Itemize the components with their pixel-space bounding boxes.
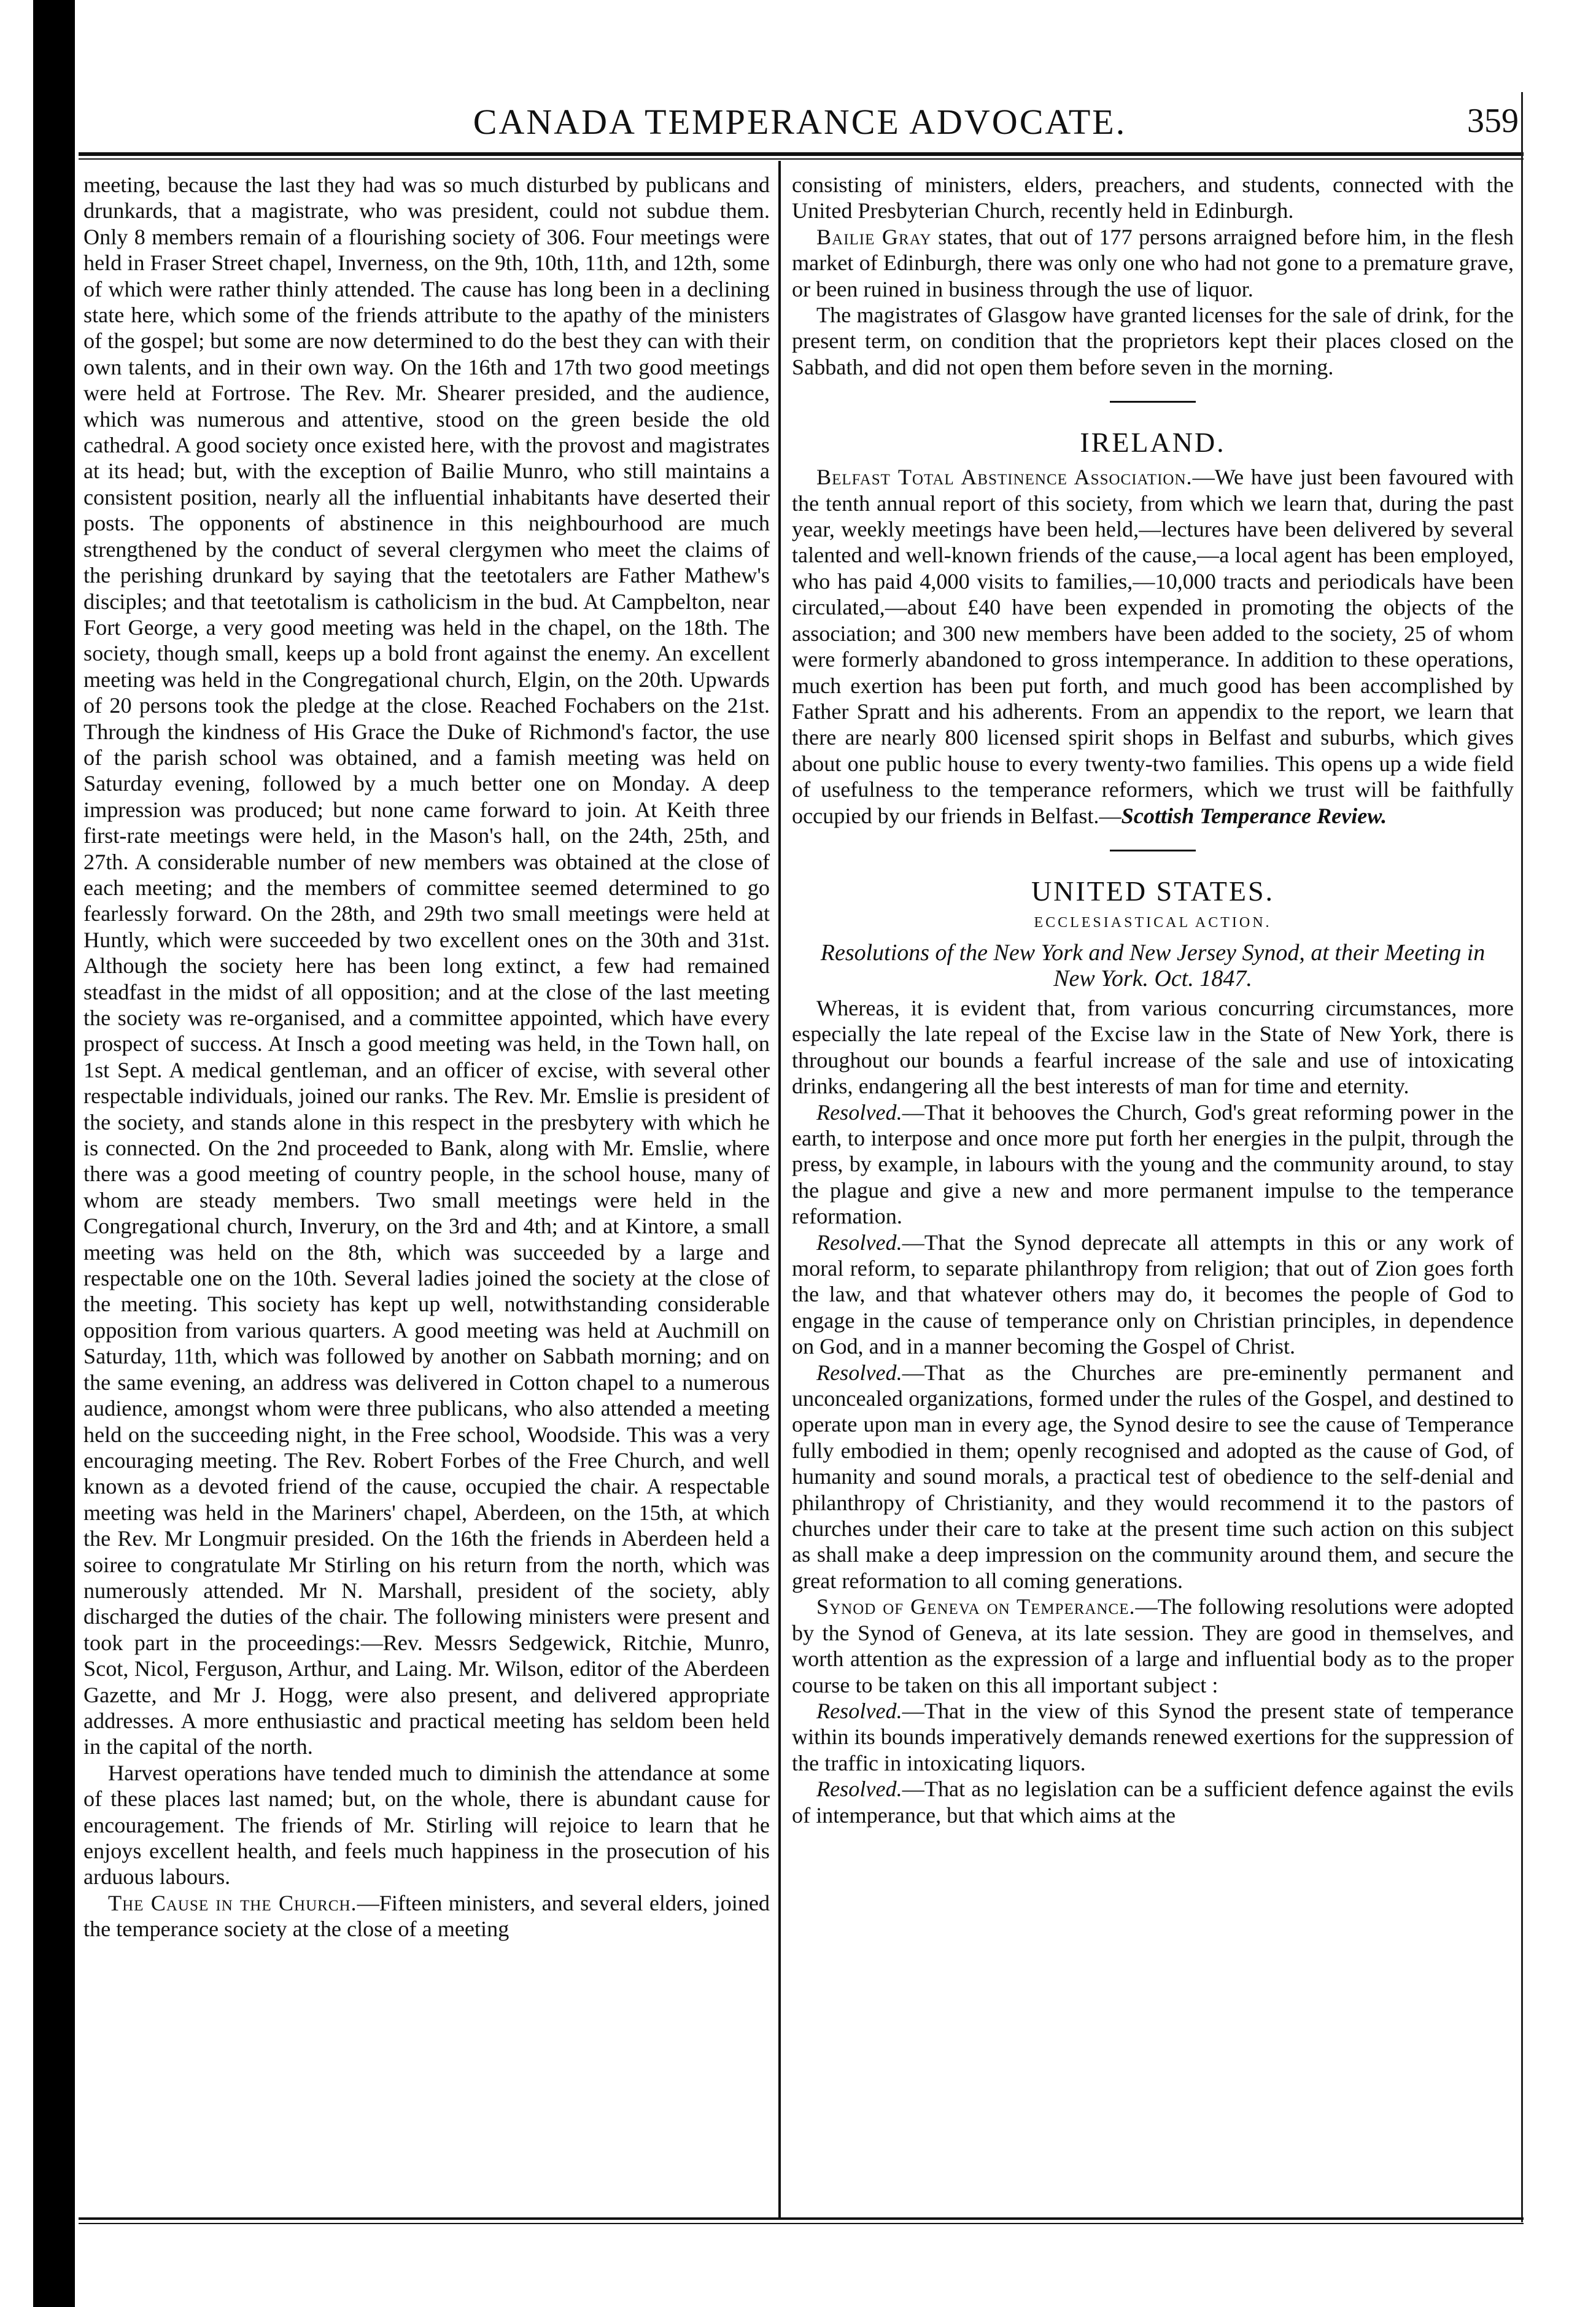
resolution-4-text: —That in the view of this Synod the present state of temperance within its bounds imperatively demands renewed exertions for the suppression of the traffic in intoxicating liquors.: [792, 1698, 1514, 1775]
resolved-label-3: Resolved.: [816, 1360, 902, 1385]
page-header: [79, 101, 1521, 144]
resolution-5-text: —That as no legislation can be a sufficient defence against the evils of intemperance, but that which aims at the: [792, 1777, 1514, 1828]
belfast-text: —We have just been favoured with the tenth annual report of this society, from which we learn that, during the past year, weekly meetings have been held,—lectures have been delivered by several talented and well-known friends of the cause,—a local agent has been employed, who has paid 4,000 visits to families,—10,000 tracts and periodicals have been circulated,—about £40 have been expended in promoting the objects of the association; and 300 new members have been added to the society, 25 of whom were formerly abandoned to gross intemperance. In addition to these operations, much exertion has been put forth, and much good has been accomplished by Father Spratt and his adherents. From an appendix to the report, we learn that there are nearly 800 licensed spirit shops in Belfast and suburbs, which gives about one public house to every twenty-two families. This opens up a wide field of usefulness to the temperance reformers, which we trust will be faithfully occupied by our friends in Belfast.—: [792, 465, 1514, 828]
right-paragraph-2: [792, 224, 1514, 302]
left-column: [83, 172, 770, 1942]
resolved-label-5: Resolved.: [816, 1777, 902, 1802]
resolution-3: [792, 1360, 1514, 1594]
right-paragraph-3: The magistrates of Glasgow have granted licenses for the sale of drink, for the present term, on condition that the proprietors kept their places closed on the Sabbath, and did not open them before seven in the morning.: [792, 303, 1514, 379]
resolved-label-1: Resolved.: [816, 1099, 902, 1125]
left-paragraph-1: meeting, because the last they had was so much disturbed by publicans and drunkards, that a magistrate, who was president, could not subdue them. Only 8 members remain of a flourishing society of 306. Four meetings were held in Fraser Street chapel, Inverness, on the 9th, 10th, 11th, and 12th, some of which were rather thinly attended. The cause has long been in a declining state here, which some of the friends attribute to the apathy of the ministers of the gospel; but some are now determined to do the best they can with their own talents, and in their own way. On the 16th and 17th two good meetings were held at Fortrose. The Rev. Mr. Shearer presided, and the audience, which was numerous and attentive, stood on the green beside the old cathedral. A good society once existed here, with the provost and magistrates at its head; but, with the exception of Bailie Munro, who still maintains a consistent position, nearly all the influential inhabitants have deserted their posts. The opponents of abstinence in this neighbourhood are much strengthened by the conduct of several clergymen who meet the claims of the perishing drunkard by saying that the teetotalers are Father Mathew's disciples; and that teetotalism is catholicism in the bud. At Campbelton, near Fort George, a very good meeting was held in the chapel, on the 18th. The society, though small, keeps up a bold front against the enemy. An excellent meeting was held in the Congregational church, Elgin, on the 20th. Upwards of 20 persons took the pledge at the close. Reached Fochabers on the 21st. Through the kindness of His Grace the Duke of Richmond's factor, the use of the parish school was obtained, and a famish meeting was held on Saturday evening, followed by a much better one on Monday. A deep impression was produced; but none came forward to join. At Keith three first-rate meetings were held, in the Mason's hall, on the 24th, 25th, and 27th. A considerable number of new members was obtained at the close of each meeting; and the members of committee seemed determined to go fearlessly forward. On the 28th, and 29th two small meetings were held at Huntly, which were succeeded by two excellent ones on the 30th and 31st. Although the society here has been long extinct, a few had remained steadfast in the midst of all opposition; and at the close of the last meeting the society was re-organised, and a committee appointed, which have every prospect of success. At Insch a good meeting was held, in the Town hall, on 1st Sept. A medical gentleman, and an officer of excise, with several other respectable individuals, joined our ranks. The Rev. Mr. Emslie is president of the society, and stands alone in this respect in the presbytery with which he is connected. On the 2nd proceeded to Bank, along with Mr. Emslie, where there was a good meeting of country people, in the school house, many of whom are steady members. Two small meetings were held in the Congregational church, Inverury, on the 3rd and 4th; and at Kintore, a small meeting was held on the 8th, which was succeeded by a large and respectable one on the 10th. Several ladies joined the society at the close of the meeting. This society has kept up well, notwithstanding considerable opposition from various quarters. A good meeting was held at Auchmill on Saturday, 11th, which was followed by another on Sabbath morning; and on the same evening, an address was delivered in Cotton chapel to a numerous audience, amongst whom were three publicans, who also attended a meeting held on the succeeding night, in the Free school, Woodside. This was a very encouraging meeting. The Rev. Robert Forbes of the Free Church, and well known as a devoted friend of the cause, occupied the chair. A respectable meeting was held in the Mariners' chapel, Aberdeen, on the 15th, at which the Rev. Mr Longmuir presided. On the 16th the friends in Aberdeen held a soiree to congratulate Mr Stirling on his return from the north, which was numerously attended. Mr N. Marshall, president of the society, ably discharged the duties of the chair. The following ministers were present and took part in the proceedings:—Rev. Messrs Sedgewick, Ritchie, Munro, Scot, Nicol, Ferguson, Arthur, and Laing. Mr. Wilson, editor of the Aberdeen Gazette, and Mr J. Hogg, were also present, and delivered appropriate addresses. A more enthusiastic and practical meeting has seldom been held in the capital of the north.: [83, 173, 770, 1759]
us-heading: UNITED STATES.: [1031, 875, 1275, 907]
page-number: 359: [1467, 102, 1519, 140]
left-paragraph-3: [83, 1890, 770, 1942]
resolution-1-text: —That it behooves the Church, God's great reforming power in the earth, to interpose and once more put forth her energies in the pulpit, through the press, by example, in labours with the young and the community around, to stay the plague and give a new and more permanent impulse to the temperance reformation.: [792, 1099, 1514, 1229]
resolution-3-text: —That as the Churches are pre-eminently permanent and unconcealed organizations, formed under the rules of the Gospel, and destined to operate upon man in every age, the Synod desire to see the cause of Temperance fully embodied in them; openly recognised and adopted as the cause of God, of humanity and sound morals, a practical test of obedience to the self-denial and philanthropy of Christianity, and they would recommend it to the pastors of churches under their care to take at the present time such action on this subject as shall make a deep impression on the community around them, and secure the great reformation to all coming generations.: [792, 1360, 1514, 1593]
geneva-lead: Synod of Geneva on Temperance.: [816, 1594, 1136, 1619]
right-paragraph-1: consisting of ministers, elders, preachers, and students, connected with the United Presbyterian Church, recently held in Edinburgh.: [792, 173, 1514, 223]
belfast-source: Scottish Temperance Review.: [1121, 803, 1387, 828]
ireland-paragraph: [792, 464, 1514, 829]
section-divider: [1110, 401, 1196, 403]
bailie-gray-text: states, that out of 177 persons arraigned before him, in the flesh market of Edinburgh, there was only one who had not gone to a premature grave, or been ruined in business through the use of liquor.: [792, 224, 1514, 301]
right-column: [792, 172, 1514, 1828]
resolution-1: [792, 1099, 1514, 1230]
whereas-paragraph: Whereas, it is evident that, from various concurring circumstances, more especially the late repeal of the Excise law in the State of New York, there is throughout our bounds a fearful increase of the sale and use of intoxicating drinks, endangering all the best interests of man for time and eternity.: [792, 995, 1514, 1099]
ireland-heading: IRELAND.: [1080, 427, 1226, 459]
footer-rule: [79, 2217, 1524, 2220]
cause-in-church-lead: The Cause in the Church.: [108, 1890, 357, 1915]
left-paragraph-2: Harvest operations have tended much to diminish the attendance at some of these places last named; but, on the whole, there is abundant cause for encouragement. The friends of Mr. Stirling will rejoice to learn that he enjoys excellent health, and feels much happiness in the prosecution of his arduous labours.: [83, 1760, 770, 1890]
header-rule: [79, 152, 1524, 156]
page-border-right: [1521, 92, 1523, 2222]
resolution-2-text: —That the Synod deprecate all attempts in this or any work of moral reform, to separate philanthropy from religion; that out of Zion goes forth the law, and that whatever others may do, it becomes the people of God to engage in the cause of temperance only on Christian principles, in dependence on God, and in a manner becoming the Gospel of Christ.: [792, 1230, 1514, 1359]
bailie-gray-lead: Bailie Gray: [816, 224, 932, 249]
resolved-label-2: Resolved.: [816, 1230, 902, 1255]
belfast-lead: Belfast Total Abstinence Association.: [816, 465, 1193, 490]
column-separator: [778, 161, 781, 2217]
resolution-2: [792, 1230, 1514, 1360]
resolution-4: [792, 1698, 1514, 1776]
geneva-paragraph: [792, 1594, 1514, 1698]
us-subheading: ECCLESIASTICAL ACTION.: [1034, 914, 1272, 931]
geneva-text: —The following resolutions were adopted by the Synod of Geneva, at its late session. They are good in themselves, and worth attention as the expression of a large and influential body as to the proper course to be taken on this all important subject :: [792, 1594, 1514, 1697]
resolution-5: [792, 1776, 1514, 1828]
cause-in-church-text: —Fifteen ministers, and several elders, joined the temperance society at the close of a meeting: [83, 1890, 770, 1942]
resolved-label-4: Resolved.: [816, 1698, 902, 1723]
resolutions-title: Resolutions of the New York and New Jersey Synod, at their Meeting in New York. Oct. 1847.: [820, 939, 1486, 991]
section-divider-2: [1110, 850, 1196, 851]
header-rule-thin: [79, 158, 1524, 160]
binding-edge: [33, 0, 75, 2307]
running-title: CANADA TEMPERANCE ADVOCATE.: [473, 102, 1127, 142]
footer-rule-thin: [79, 2223, 1524, 2224]
